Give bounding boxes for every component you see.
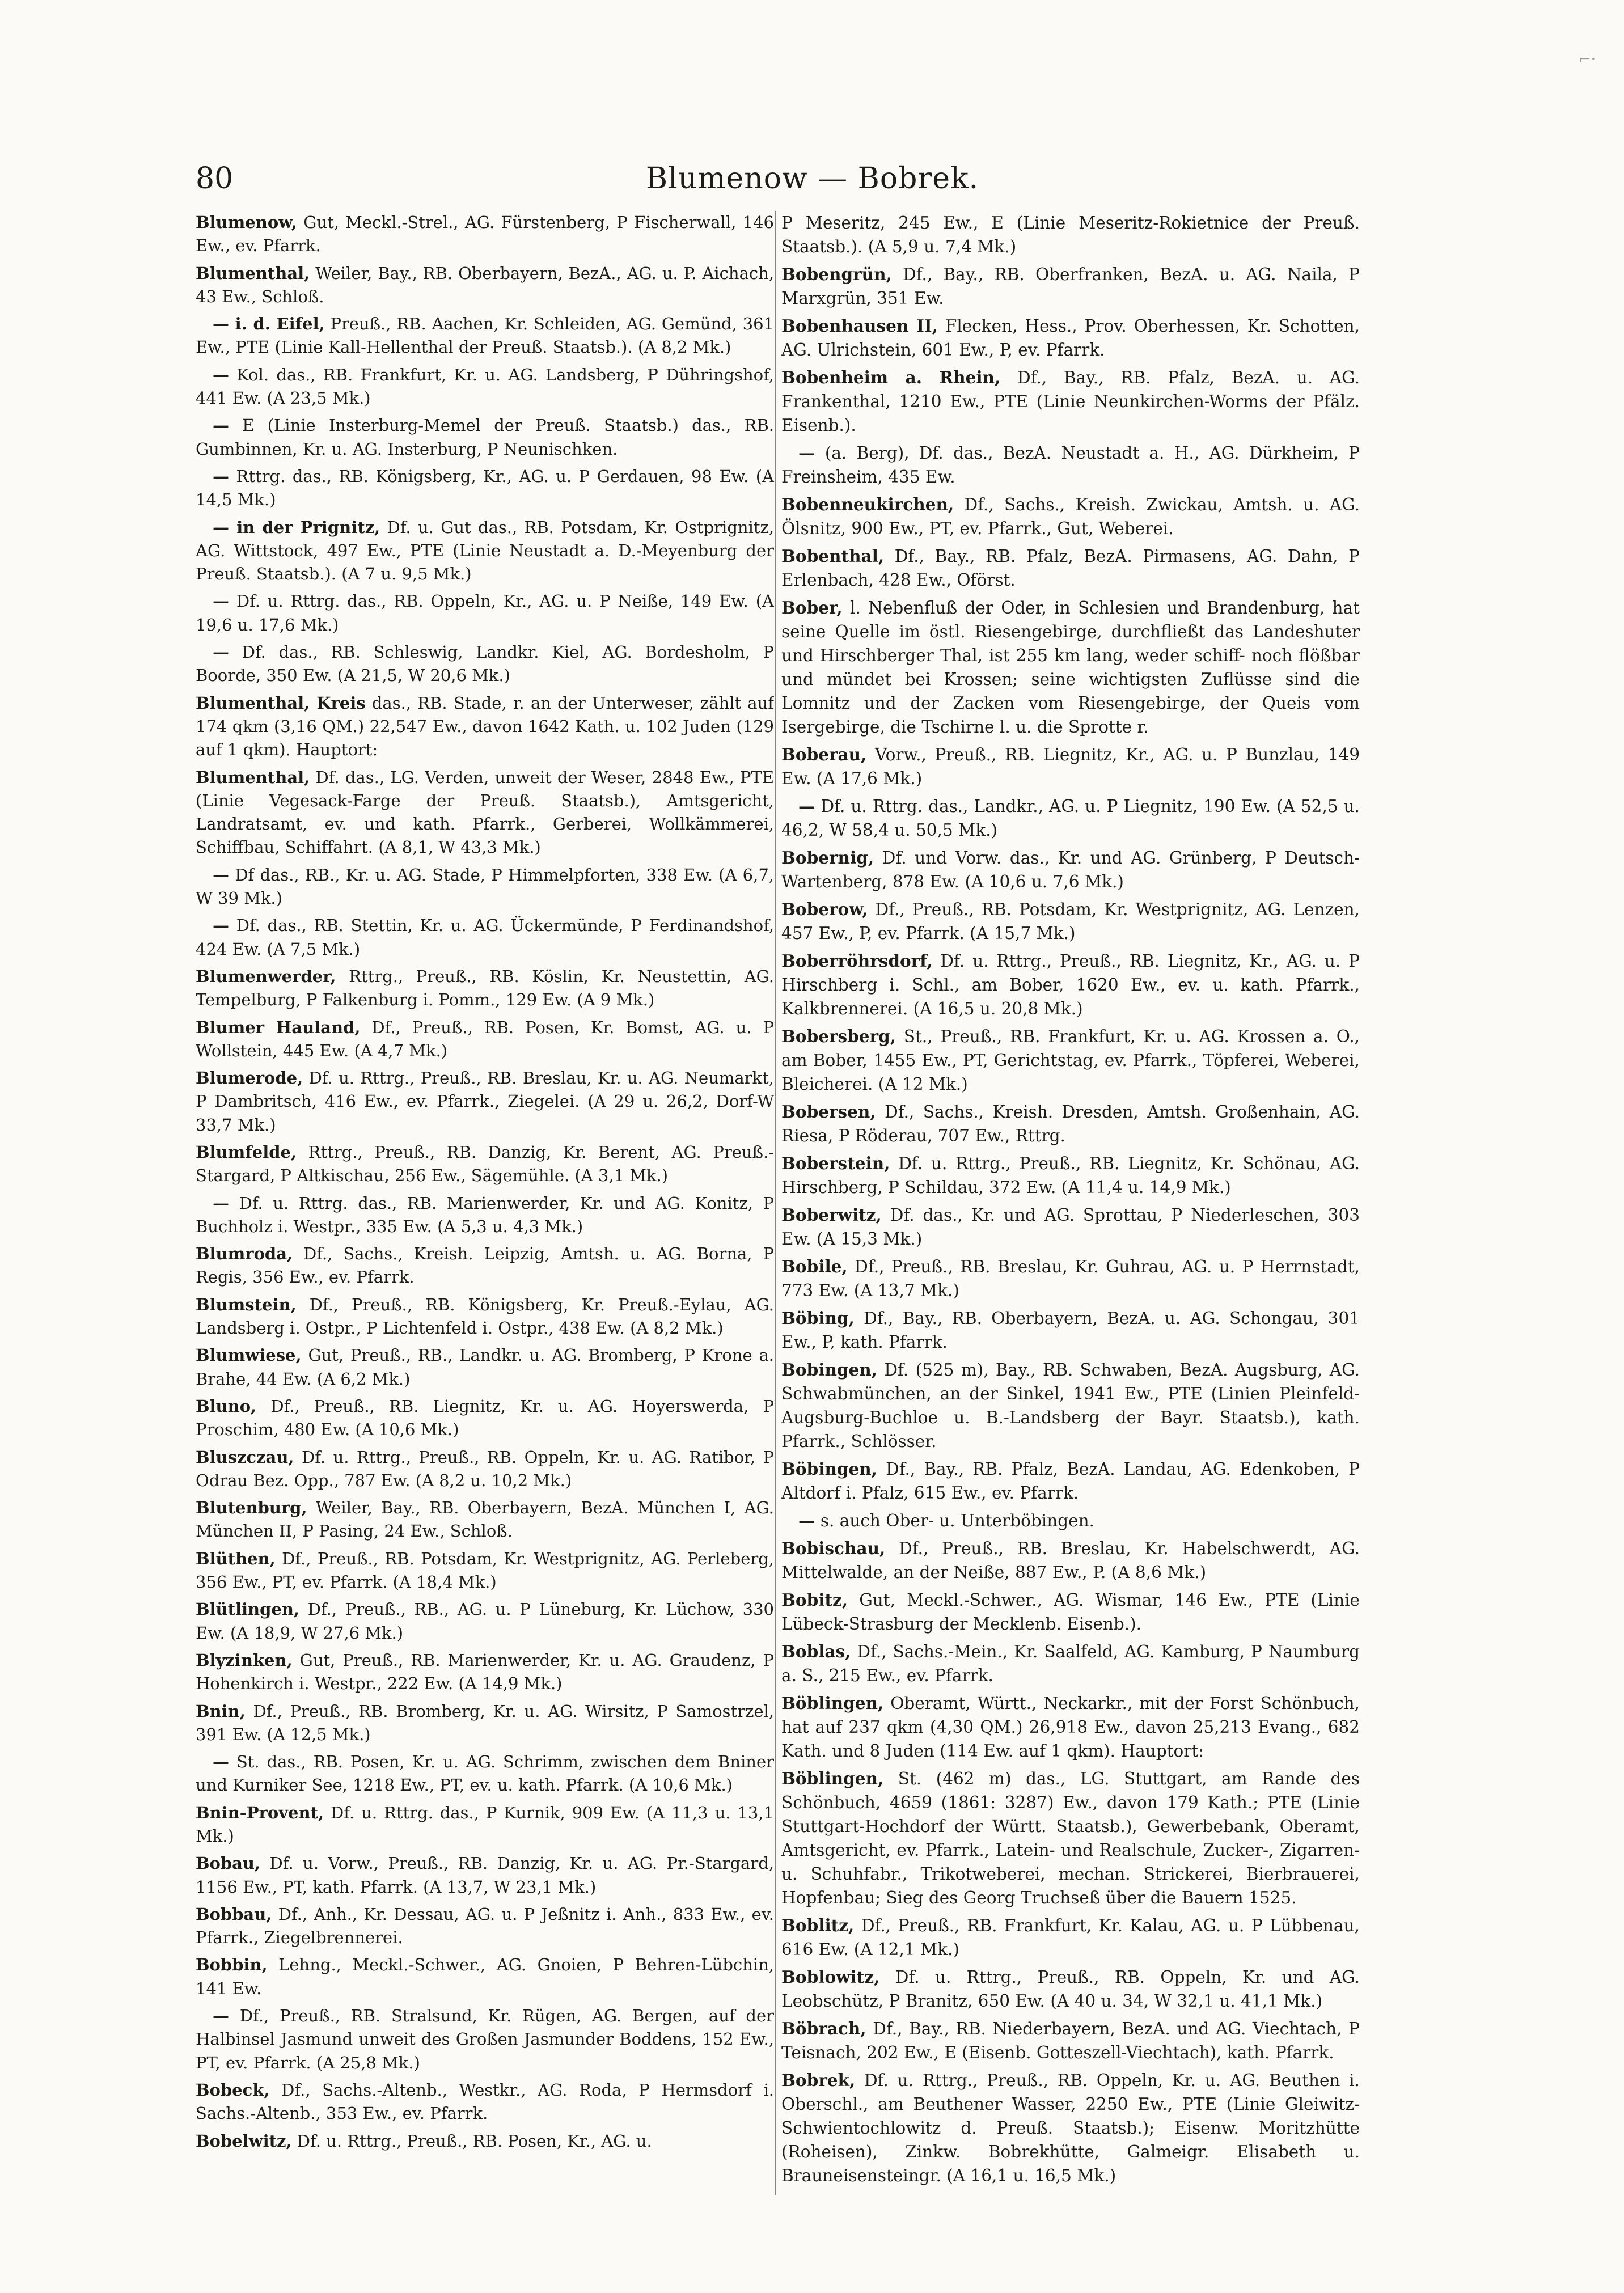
dictionary-entry — [781, 1965, 1360, 2013]
entry-headword: Boblas, — [781, 1642, 851, 1661]
entry-headword: Blumenthal, — [196, 263, 310, 283]
dictionary-entry — [781, 544, 1360, 592]
dictionary-entry — [196, 1141, 774, 1188]
dictionary-entry — [196, 766, 774, 860]
entry-text: Df. u. Rttrg. das., Landkr., AG. u. P Liegnitz, 190 Ew. (A 52,5 u. 46,2, W 58,4 u. 50,5 Mk.) — [781, 797, 1360, 840]
entry-text: Df., Bay., RB. Pfalz, BezA. Landau, AG. Edenkoben, P Altdorf i. Pfalz, 615 Ew., ev. Pfarrk. — [781, 1459, 1360, 1503]
entry-text: (a. Berg), Df. das., BezA. Neustadt a. H., AG. Dürkheim, P Freinsheim, 435 Ew. — [781, 443, 1360, 486]
dictionary-entry — [781, 1457, 1360, 1505]
entry-text: Df. und Vorw. das., Kr. und AG. Grünberg, P Deutsch-Wartenberg, 878 Ew. (A 10,6 u. 7,6 Mk.) — [781, 848, 1360, 891]
entry-text: Preuß., RB. Aachen, Kr. Schleiden, AG. Gemünd, 361 Ew., PTE (Linie Kall-Hellenthal der Preuß. Staatsb.). (A 8,2 Mk.) — [196, 314, 774, 357]
entry-text: Df. das., RB. Schleswig, Landkr. Kiel, AG. Bordesholm, P Boorde, 350 Ew. (A 21,5, W 20,6 Mk.) — [196, 642, 774, 686]
entry-text: Rttrg., Preuß., RB. Danzig, Kr. Berent, AG. Preuß.-Stargard, P Altkischau, 256 Ew., Sägemühle. (A 3,1 Mk.) — [196, 1142, 774, 1186]
entry-text: Kol. das., RB. Frankfurt, Kr. u. AG. Landsberg, P Dühringshof, 441 Ew. (A 23,5 Mk.) — [196, 365, 774, 408]
entry-text: Df. das., Kr. und AG. Sprottau, P Niederleschen, 303 Ew. (A 15,3 Mk.) — [781, 1205, 1360, 1249]
dictionary-entry — [196, 516, 774, 586]
dictionary-entry — [196, 2004, 774, 2075]
entry-text: Gut, Preuß., RB., Landkr. u. AG. Bromberg, P Krone a. Brahe, 44 Ew. (A 6,2 Mk.) — [196, 1346, 774, 1389]
entry-headword: — in der Prignitz, — [213, 517, 380, 537]
entry-headword: — — [213, 1752, 229, 1772]
dictionary-entry — [196, 641, 774, 688]
dictionary-entry — [196, 1598, 774, 1645]
dictionary-entry — [196, 1344, 774, 1391]
dictionary-entry — [196, 1547, 774, 1594]
entry-text: Df. u. Rttrg. das., RB. Marienwerder, Kr. und AG. Konitz, P Buchholz i. Westpr., 335 Ew. (A 5,3 u. 4,3 Mk.) — [196, 1193, 774, 1236]
entry-headword: — — [213, 466, 229, 486]
dictionary-entry — [781, 314, 1360, 362]
entry-headword: — — [213, 865, 229, 885]
dictionary-entry — [781, 1767, 1360, 1910]
entry-text: Df., Preuß., RB. Breslau, Kr. Guhrau, AG. u. P Herrnstadt, 773 Ew. (A 13,7 Mk.) — [781, 1257, 1360, 1300]
entry-headword: Boblitz, — [781, 1915, 855, 1935]
entry-text: Weiler, Bay., RB. Oberbayern, BezA. München I, AG. München II, P Pasing, 24 Ew., Schloß. — [196, 1498, 774, 1541]
dictionary-entry — [196, 914, 774, 961]
entry-headword: Blüthen, — [196, 1549, 276, 1568]
entry-text: Df das., RB., Kr. u. AG. Stade, P Himmelpforten, 338 Ew. (A 6,7, W 39 Mk.) — [196, 865, 774, 908]
entry-text: P Meseritz, 245 Ew., E (Linie Meseritz-Rokietnice der Preuß. Staatsb.). (A 5,9 u. 7,4 Mk.) — [781, 213, 1360, 256]
entry-text: Df., Bay., RB. Oberfranken, BezA. u. AG. Naila, P Marxgrün, 351 Ew. — [781, 265, 1360, 308]
dictionary-entry — [781, 1509, 1360, 1533]
entry-headword: Blumroda, — [196, 1244, 293, 1264]
dictionary-entry — [196, 1649, 774, 1696]
entry-headword: Blumstein, — [196, 1294, 297, 1314]
entry-text: Vorw., Preuß., RB. Liegnitz, Kr., AG. u. P Bunzlau, 149 Ew. (A 17,6 Mk.) — [781, 745, 1360, 788]
dictionary-entry — [781, 1537, 1360, 1584]
entry-text: Df., Preuß., RB. Posen, Kr. Bomst, AG. u. P Wollstein, 445 Ew. (A 4,7 Mk.) — [196, 1017, 774, 1060]
dictionary-entry — [781, 493, 1360, 540]
dictionary-entry — [781, 1025, 1360, 1096]
dictionary-entry — [196, 1852, 774, 1899]
dictionary-entry — [781, 2068, 1360, 2188]
entry-text: Df. u. Rttrg., Preuß., RB. Oppeln, Kr. u. AG. Ratibor, P Odrau Bez. Opp., 787 Ew. (A 8,2 u. 10,2 Mk.) — [196, 1447, 774, 1490]
dictionary-entry — [196, 1750, 774, 1797]
dictionary-entry — [196, 262, 774, 309]
entry-text: Df., Sachs., Kreish. Leipzig, Amtsh. u. AG. Borna, P Regis, 356 Ew., ev. Pfarrk. — [196, 1244, 774, 1287]
entry-text: Df., Preuß., RB. Liegnitz, Kr. u. AG. Hoyerswerda, P Proschim, 480 Ew. (A 10,6 Mk.) — [196, 1396, 774, 1440]
entry-headword: Bnin, — [196, 1701, 246, 1721]
dictionary-entry — [196, 1700, 774, 1747]
entry-headword: Bobingen, — [781, 1360, 878, 1380]
entry-headword: — — [213, 642, 229, 662]
entry-text: Df. u. Rttrg. das., P Kurnik, 909 Ew. (A 11,3 u. 13,1 Mk.) — [196, 1803, 774, 1846]
dictionary-entry — [196, 1953, 774, 2000]
entry-text: Df., Preuß., RB., AG. u. P Lüneburg, Kr. Lüchow, 330 Ew. (A 18,9, W 27,6 Mk.) — [196, 1600, 774, 1643]
dictionary-entry — [196, 363, 774, 411]
entry-headword: Blumenow, — [196, 213, 297, 232]
entry-text: Df., Preuß., RB. Breslau, Kr. Habelschwerdt, AG. Mittelwalde, an der Neiße, 887 Ew., P. (A 8,6 Mk.) — [781, 1539, 1360, 1582]
dictionary-entry — [781, 366, 1360, 437]
entry-headword: Blumenwerder, — [196, 966, 336, 986]
entry-headword: Bobelwitz, — [196, 2131, 292, 2151]
dictionary-entry — [196, 1496, 774, 1543]
dictionary-entry — [196, 211, 774, 258]
entry-text: Df., Preuß., RB. Königsberg, Kr. Preuß.-Eylau, AG. Landsberg i. Ostpr., P Lichtenfeld i. Ostpr., 438 Ew. (A 8,2 Mk.) — [196, 1294, 774, 1338]
dictionary-entry — [781, 846, 1360, 894]
entry-text: St. (462 m) das., LG. Stuttgart, am Rande des Schönbuch, 4659 (1861: 3287) Ew., davon 179 Kath.; PTE (Linie Stuttgart-Hochdorf der Württ. Staatsb.), Gewerbebank, Oberamt, Amtsgericht, ev. Pfarrk., Latein- und Realschule, Zucker-, Zigarren- u. Schuhfabr., Trikotweberei, mechan. Strickerei, Bierbrauerei, Hopfenbau; Sieg des Georg Truchseß über die Bauern 1525. — [781, 1769, 1360, 1907]
entry-headword: — — [213, 2006, 229, 2026]
entry-text: Gut, Meckl.-Schwer., AG. Wismar, 146 Ew., PTE (Linie Lübeck-Strasburg der Mecklenb. Eisenb.). — [781, 1590, 1360, 1634]
entry-headword: — — [798, 796, 815, 816]
dictionary-entry — [196, 414, 774, 461]
dictionary-entry — [196, 2130, 774, 2153]
page-number: 80 — [196, 162, 234, 196]
dictionary-entry — [196, 1293, 774, 1340]
dictionary-entry — [781, 1152, 1360, 1199]
dictionary-entry — [781, 794, 1360, 842]
dictionary-entry — [781, 949, 1360, 1021]
entry-headword: Bobau, — [196, 1854, 261, 1873]
entry-headword: Bobenheim a. Rhein, — [781, 367, 1001, 387]
dictionary-entry — [781, 898, 1360, 945]
dictionary-entry — [196, 1067, 774, 1137]
entry-text: Gut, Preuß., RB. Marienwerder, Kr. u. AG. Graudenz, P Hohenkirch i. Westpr., 222 Ew. (A 14,9 Mk.) — [196, 1650, 774, 1694]
entry-headword: Bobenthal, — [781, 546, 885, 566]
column-divider — [775, 211, 776, 2195]
entry-text: Df., Bay., RB. Pfalz, BezA. Pirmasens, AG. Dahn, P Erlenbach, 428 Ew., Oförst. — [781, 547, 1360, 590]
entry-text: Oberamt, Württ., Neckarkr., mit der Forst Schönbuch, hat auf 237 qkm (4,30 QM.) 26,918 Ew., davon 25,213 Evang., 682 Kath. und 8 Juden (114 Ew. auf 1 qkm). Hauptort: — [781, 1694, 1360, 1761]
entry-headword: Blütlingen, — [196, 1600, 300, 1619]
entry-headword: Blumer Hauland, — [196, 1017, 361, 1037]
entry-headword: Blumfelde, — [196, 1142, 297, 1162]
dictionary-entry — [781, 1640, 1360, 1687]
entry-headword: Boberau, — [781, 744, 867, 764]
entry-headword: Bobbin, — [196, 1955, 268, 1975]
entry-headword: Bobenneukirchen, — [781, 494, 954, 514]
entry-headword: Böbingen, — [781, 1459, 878, 1479]
entry-headword: Bobischau, — [781, 1538, 886, 1558]
entry-text: Gut, Meckl.-Strel., AG. Fürstenberg, P Fischerwall, 146 Ew., ev. Pfarrk. — [196, 213, 774, 256]
entry-text: Df., Anh., Kr. Dessau, AG. u. P Jeßnitz i. Anh., 833 Ew., ev. Pfarrk., Ziegelbrennerei. — [196, 1904, 774, 1948]
dictionary-entry — [196, 1016, 774, 1063]
entry-headword: Boberow, — [781, 899, 868, 919]
dictionary-entry — [781, 596, 1360, 739]
dictionary-entry — [781, 1100, 1360, 1148]
dictionary-entry — [196, 1192, 774, 1239]
entry-headword: Blumenthal, — [196, 767, 310, 787]
entry-text: Lehng., Meckl.-Schwer., AG. Gnoien, P Behren-Lübchin, 141 Ew. — [196, 1955, 774, 1998]
entry-headword: — i. d. Eifel, — [213, 314, 325, 334]
entry-text: Df. u. Rttrg., Preuß., RB. Liegnitz, Kr., AG. u. P Hirschberg i. Schl., am Bober, 1620 Ew., ev. u. kath. Pfarrk., Kalkbrennerei. (A 16,5 u. 20,8 Mk.) — [781, 951, 1360, 1018]
dictionary-entry — [781, 1306, 1360, 1354]
entry-headword: Boberwitz, — [781, 1205, 882, 1225]
entry-headword: Bobitz, — [781, 1590, 848, 1610]
entry-headword: Blumerode, — [196, 1068, 303, 1088]
entry-text: Df., Preuß., RB. Frankfurt, Kr. Kalau, AG. u. P Lübbenau, 616 Ew. (A 12,1 Mk.) — [781, 1916, 1360, 1959]
entry-text: Df., Sachs.-Mein., Kr. Saalfeld, AG. Kamburg, P Naumburg a. S., 215 Ew., ev. Pfarrk. — [781, 1642, 1360, 1685]
dictionary-entry — [781, 743, 1360, 790]
entry-text: Df., Sachs., Kreish. Zwickau, Amtsh. u. AG. Ölsnitz, 900 Ew., PT, ev. Pfarrk., Gut, Weberei. — [781, 495, 1360, 538]
entry-text: l. Nebenfluß der Oder, in Schlesien und Brandenburg, hat seine Quelle im östl. Riesengebirge, durchfließt das Landeshuter und Hirschberger Thal, ist 255 km lang, weder schiff- noch flößbar und mündet bei Krossen; seine wichtigsten Zuflüsse sind die Lomnitz und der Zacken vom Riesengebirge, der Queis vom Isergebirge, die Tschirne l. u. die Sprotte r. — [781, 598, 1360, 737]
entry-text: Df. u. Gut das., RB. Potsdam, Kr. Ostprignitz, AG. Wittstock, 497 Ew., PTE (Linie Neustadt a. D.-Meyenburg der Preuß. Staatsb.). (A 7 u. 9,5 Mk.) — [196, 517, 774, 584]
dictionary-entry — [781, 211, 1360, 259]
entry-text: Df., Preuß., RB. Bromberg, Kr. u. AG. Wirsitz, P Samostrzel, 391 Ew. (A 12,5 Mk.) — [196, 1701, 774, 1744]
entry-text: Df., Bay., RB. Pfalz, BezA. u. AG. Frankenthal, 1210 Ew., PTE (Linie Neunkirchen-Worms der Pfälz. Eisenb.). — [781, 368, 1360, 435]
entry-headword: Boberstein, — [781, 1153, 890, 1173]
entry-text: Df., Sachs., Kreish. Dresden, Amtsh. Großenhain, AG. Riesa, P Röderau, 707 Ew., Rttrg. — [781, 1102, 1360, 1145]
page-header — [196, 162, 1429, 204]
dictionary-entry — [196, 864, 774, 911]
entry-text: Df. u. Rttrg. das., RB. Oppeln, Kr., AG. u. P Neiße, 149 Ew. (A 19,6 u. 17,6 Mk.) — [196, 591, 774, 634]
entry-headword: Bobeck, — [196, 2080, 270, 2100]
dictionary-entry — [196, 312, 774, 359]
margin-mark: ⌐· — [1579, 51, 1596, 68]
entry-text: s. auch Ober- u. Unterböbingen. — [820, 1511, 1094, 1530]
entry-text: Df. das., RB. Stettin, Kr. u. AG. Ückermünde, P Ferdinandshof, 424 Ew. (A 7,5 Mk.) — [196, 916, 774, 959]
entry-headword: Bluszczau, — [196, 1447, 294, 1467]
entry-headword: Blutenburg, — [196, 1498, 307, 1518]
entry-text: Df., Preuß., RB. Potsdam, Kr. Westprignitz, AG. Perleberg, 356 Ew., PT, ev. Pfarrk. (A 18,4 Mk.) — [196, 1549, 774, 1592]
entry-headword: — — [213, 916, 229, 936]
dictionary-entry — [196, 692, 774, 762]
entry-text: Df. u. Vorw., Preuß., RB. Danzig, Kr. u. AG. Pr.-Stargard, 1156 Ew., PT, kath. Pfarrk. (A 13,7, W 23,1 Mk.) — [196, 1854, 774, 1897]
entry-text: Rttrg., Preuß., RB. Köslin, Kr. Neustettin, AG. Tempelburg, P Falkenburg i. Pomm., 129 Ew. (A 9 Mk.) — [196, 966, 774, 1010]
dictionary-entry — [781, 1358, 1360, 1453]
dictionary-entry — [781, 2017, 1360, 2064]
entry-text: Df. (525 m), Bay., RB. Schwaben, BezA. Augsburg, AG. Schwabmünchen, an der Sinkel, 1941 Ew., PTE (Linien Pleinfeld-Augsburg-Buchloe u. B.-Landsberg der Bayr. Staatsb.), kath. Pfarrk., Schlösser. — [781, 1360, 1360, 1451]
right-column — [781, 211, 1360, 2195]
dictionary-entry — [196, 1242, 774, 1289]
dictionary-entry — [196, 1446, 774, 1493]
entry-headword: Böbrach, — [781, 2019, 866, 2038]
entry-text: Df. u. Rttrg., Preuß., RB. Liegnitz, Kr. Schönau, AG. Hirschberg, P Schildau, 372 Ew. (A 11,4 u. 14,9 Mk.) — [781, 1154, 1360, 1197]
entry-headword: Bobenhausen II, — [781, 316, 938, 336]
entry-headword: Bober, — [781, 598, 843, 617]
entry-headword: — — [213, 591, 229, 611]
dictionary-entry — [781, 1914, 1360, 1961]
dictionary-entry — [196, 465, 774, 512]
entry-text: Df., Sachs.-Altenb., Westkr., AG. Roda, P Hermsdorf i. Sachs.-Altenb., 353 Ew., ev. Pfarrk. — [196, 2080, 774, 2123]
dictionary-entry — [781, 1588, 1360, 1636]
entry-headword: Blyzinken, — [196, 1650, 293, 1670]
entry-text: Df. u. Rttrg., Preuß., RB. Oppeln, Kr. und AG. Leobschütz, P Branitz, 650 Ew. (A 40 u. 34, W 32,1 u. 41,1 Mk.) — [781, 1968, 1360, 2011]
dictionary-entry — [781, 441, 1360, 489]
dictionary-entry — [196, 590, 774, 637]
entry-text: Df. das., LG. Verden, unweit der Weser, 2848 Ew., PTE (Linie Vegesack-Farge der Preuß. Staatsb.), Amtsgericht, Landratsamt, ev. und kath. Pfarrk., Gerberei, Wollkämmerei, Schiffbau, Schiffahrt. (A 8,1, W 43,3 Mk.) — [196, 767, 774, 857]
entry-headword: Böblingen, — [781, 1693, 884, 1713]
entry-text: das., RB. Stade, r. an der Unterweser, zählt auf 174 qkm (3,16 QM.) 22,547 Ew., davon 1642 Kath. u. 102 Juden (129 auf 1 qkm). Hauptort: — [196, 693, 774, 760]
dictionary-entry — [196, 1903, 774, 1950]
dictionary-entry — [196, 2079, 774, 2126]
entry-text: Weiler, Bay., RB. Oberbayern, BezA., AG. u. P. Aichach, 43 Ew., Schloß. — [196, 263, 774, 306]
entry-headword: Blumenthal, Kreis — [196, 693, 366, 713]
dictionary-entry — [781, 1255, 1360, 1302]
entry-headword: — — [213, 416, 229, 435]
dictionary-entry — [781, 1203, 1360, 1251]
entry-text: E (Linie Insterburg-Memel der Preuß. Staatsb.) das., RB. Gumbinnen, Kr. u. AG. Insterburg, P Neunischken. — [196, 416, 774, 459]
entry-headword: Böblingen, — [781, 1769, 884, 1788]
entry-headword: Bobersberg, — [781, 1026, 896, 1046]
running-title: Blumenow — Bobrek. — [645, 162, 979, 196]
entry-headword: Bnin-Provent, — [196, 1803, 324, 1822]
entry-headword: Blumwiese, — [196, 1346, 302, 1365]
entry-text: Df., Preuß., RB. Potsdam, Kr. Westprignitz, AG. Lenzen, 457 Ew., P, ev. Pfarrk. (A 15,7 Mk.) — [781, 900, 1360, 943]
entry-text: St. das., RB. Posen, Kr. u. AG. Schrimm, zwischen dem Bniner und Kurniker See, 1218 Ew., PT, ev. u. kath. Pfarrk. (A 10,6 Mk.) — [196, 1752, 774, 1795]
entry-headword: — — [213, 365, 229, 384]
dictionary-entry — [781, 1691, 1360, 1763]
entry-headword: Bobbau, — [196, 1904, 272, 1924]
dictionary-entry — [196, 965, 774, 1012]
entry-text: Df. u. Rttrg., Preuß., RB. Oppeln, Kr. u. AG. Beuthen i. Oberschl., am Beuthener Wasser, 2250 Ew., PTE (Linie Gleiwitz-Schwientochlowitz d. Preuß. Staatsb.); Eisenw. Moritzhütte (Roheisen), Zinkw. Bobrekhütte, Galmeigr. Elisabeth u. Brauneisensteingr. (A 16,1 u. 16,5 Mk.) — [781, 2071, 1360, 2185]
dictionary-entry — [196, 1801, 774, 1848]
entry-headword: Boblowitz, — [781, 1967, 880, 1987]
entry-headword: Bluno, — [196, 1396, 257, 1416]
entry-headword: — — [798, 443, 815, 463]
entry-headword: — — [798, 1511, 815, 1530]
entry-headword: Bobernig, — [781, 848, 874, 868]
entry-text: Flecken, Hess., Prov. Oberhessen, Kr. Schotten, AG. Ulrichstein, 601 Ew., P, ev. Pfarrk. — [781, 316, 1360, 359]
entry-text: Rttrg. das., RB. Königsberg, Kr., AG. u. P Gerdauen, 98 Ew. (A 14,5 Mk.) — [196, 466, 774, 510]
entry-text: Df., Bay., RB. Oberbayern, BezA. u. AG. Schongau, 301 Ew., P, kath. Pfarrk. — [781, 1309, 1360, 1352]
entry-headword: Boberröhrsdorf, — [781, 951, 933, 971]
entry-text: Df. u. Rttrg., Preuß., RB. Posen, Kr., AG. u. — [297, 2131, 652, 2151]
dictionary-entry — [196, 1395, 774, 1442]
dictionary-entry — [781, 263, 1360, 310]
left-column — [196, 211, 774, 2195]
entry-headword: Bobile, — [781, 1257, 848, 1276]
entry-headword: — — [213, 1193, 229, 1213]
entry-headword: Bobengrün, — [781, 264, 892, 284]
entry-headword: Bobrek, — [781, 2070, 856, 2090]
entry-text: Df. u. Rttrg., Preuß., RB. Breslau, Kr. u. AG. Neumarkt, P Dambritsch, 416 Ew., ev. Pfarrk., Ziegelei. (A 29 u. 26,2, Dorf-W 33,7 Mk.) — [196, 1068, 774, 1135]
entry-headword: Böbing, — [781, 1308, 855, 1328]
entry-text: St., Preuß., RB. Frankfurt, Kr. u. AG. Krossen a. O., am Bober, 1455 Ew., PT, Gerichtstag, ev. Pfarrk., Töpferei, Weberei, Bleicherei. (A 12 Mk.) — [781, 1027, 1360, 1094]
entry-text: Df., Preuß., RB. Stralsund, Kr. Rügen, AG. Bergen, auf der Halbinsel Jasmund unweit des Großen Jasmunder Boddens, 152 Ew., PT, ev. Pfarrk. (A 25,8 Mk.) — [196, 2006, 774, 2072]
entry-headword: Bobersen, — [781, 1102, 876, 1122]
entry-text: Df., Bay., RB. Niederbayern, BezA. und AG. Viechtach, P Teisnach, 202 Ew., E (Eisenb. Gotteszell-Viechtach), kath. Pfarrk. — [781, 2019, 1360, 2062]
